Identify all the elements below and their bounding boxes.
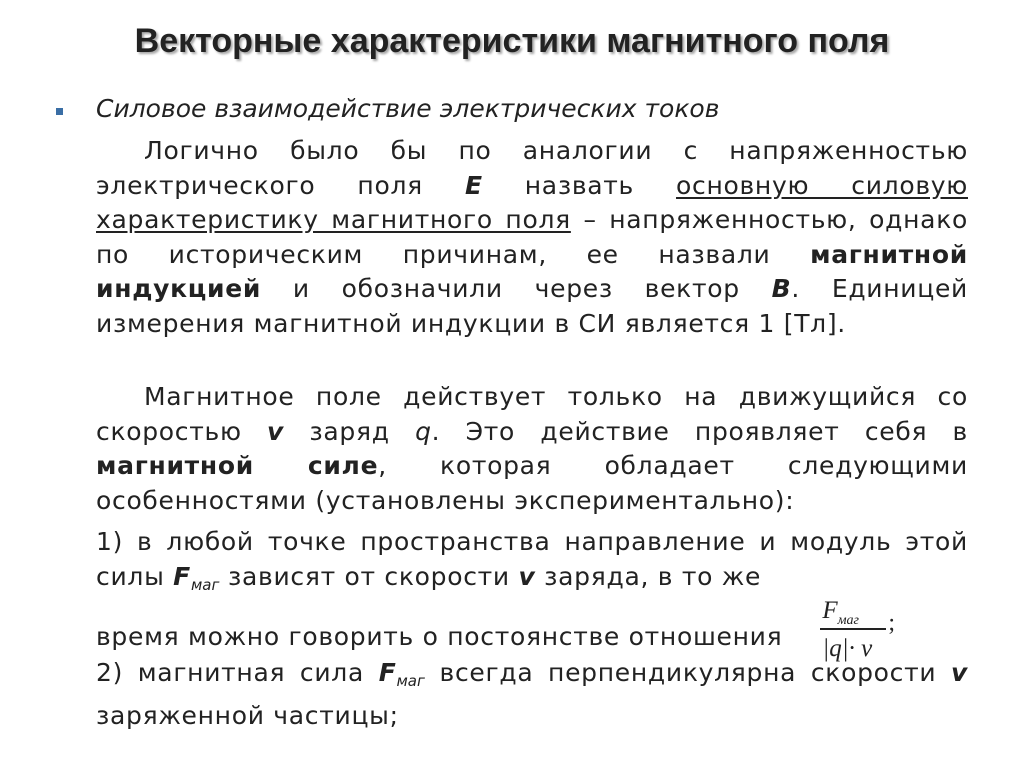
formula-denominator: |q|· v: [822, 635, 873, 662]
underlined-term: основную силовую характеристику магнитного поля: [96, 170, 968, 234]
paragraph-induction: Логично было бы по аналогии с напряженностью электрического поля E назвать основную силовую характеристику магнитного поля – напряженностью, однако по историческим причинам, ее назвали магнитной индукцией и обозначили через вектор B. Единицей измерения магнитной индукции в СИ является 1 [Тл].: [96, 136, 968, 338]
vector-v: v: [951, 658, 968, 687]
ratio-formula: $F_{маг}$ |q|· v ;: [800, 602, 900, 672]
property-2: 2) магнитная сила $F_{маг}$ всегда перпендикулярна скорости v заряженной частицы;: [96, 658, 968, 730]
vector-E: E: [464, 170, 483, 200]
vector-F: F: [378, 658, 397, 687]
paragraph-magnetic-force: Магнитное поле действует только на движущийся со скоростью v заряд q. Это действие проявляет себя в магнитной силе, которая обладает следующими особенностями (установлены экспериментально):: [96, 382, 969, 515]
bold-term-induction: магнитной индукцией: [96, 239, 968, 303]
vector-v: v: [518, 561, 536, 591]
fraction-bar: [820, 628, 886, 630]
vector-F: F: [173, 561, 191, 591]
bold-term-force: магнитной силе: [96, 451, 379, 480]
charge-q: q: [415, 416, 432, 446]
formula-numerator: $F_{маг}$: [822, 597, 860, 628]
vector-v: v: [267, 416, 285, 446]
bullet-text: Силовое взаимодействие электрических токов: [96, 94, 720, 123]
vector-B: B: [771, 274, 792, 303]
square-bullet-icon: [56, 108, 63, 115]
property-1: 1) в любой точке пространства направление и модуль этой силы $F_{маг}$ зависят от скорости v заряда, в то же время можно говорить о постоянстве отношения $F_{маг}$ |q|· v ;: [96, 525, 968, 672]
slide-title: Векторные характеристики магнитного поля: [134, 22, 890, 60]
